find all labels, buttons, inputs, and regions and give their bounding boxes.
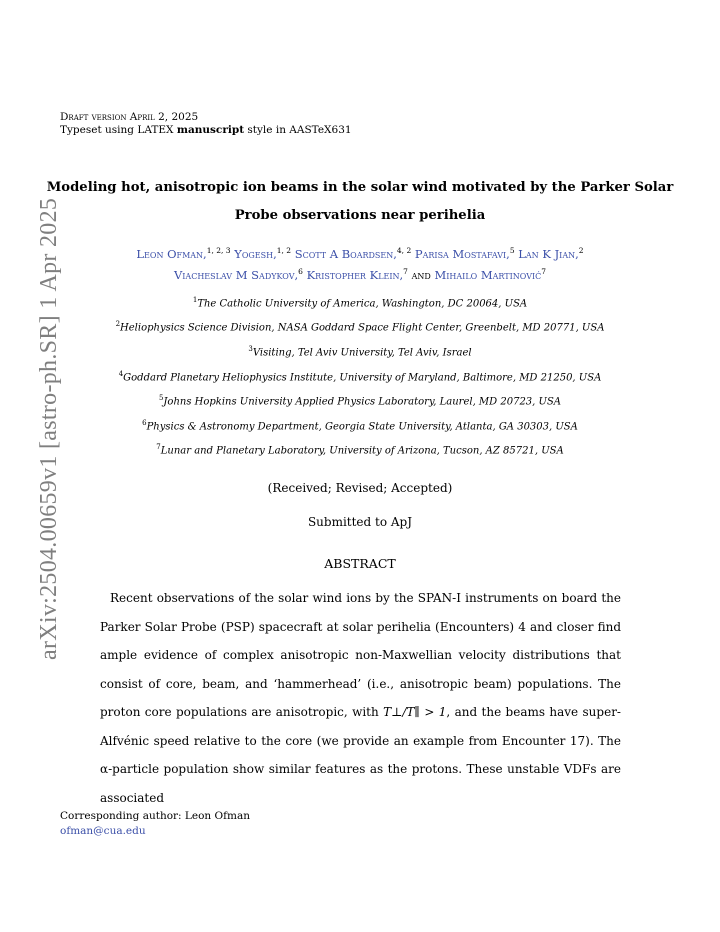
author-affil-ref: 6 xyxy=(298,266,303,276)
author-affil-ref: 5 xyxy=(509,246,515,255)
typeset-bold: manuscript xyxy=(176,124,245,136)
author-name[interactable]: Lan K Jian, xyxy=(518,246,579,261)
and-word: and xyxy=(411,267,431,282)
abstract-text-2: , and the beams have super-Alfvénic speed relative to the core (we provide an example from Encounter 17). The α-particle population show similar features as the protons. These unstable VDFs are associated xyxy=(100,705,621,805)
abstract-body xyxy=(100,584,621,812)
author-email-link[interactable]: ofman@cua.edu xyxy=(60,825,146,837)
affil-text: The Catholic University of America, Washington, DC 20064, USA xyxy=(197,298,528,310)
affil-number: 7 xyxy=(156,443,161,451)
author-name[interactable]: Leon Ofman, xyxy=(136,246,207,261)
author-name[interactable]: Scott A Boardsen, xyxy=(294,246,397,261)
author-affil-ref: 1, 2 xyxy=(276,246,292,255)
affil-number: 5 xyxy=(158,394,164,402)
arxiv-identifier: arXiv:2504.00659v1 [astro-ph.SR] 1 Apr 2025 xyxy=(36,197,62,660)
author-affil-ref: 4, 2 xyxy=(396,246,412,255)
affiliation xyxy=(0,419,720,432)
affiliation xyxy=(0,394,720,407)
affil-text: Lunar and Planetary Laboratory, University of Arizona, Tucson, AZ 85721, USA xyxy=(160,445,564,457)
author-name[interactable]: Yogesh, xyxy=(234,246,277,261)
typeset-line xyxy=(60,124,352,137)
affil-text: Visiting, Tel Aviv University, Tel Aviv, Israel xyxy=(252,347,472,359)
abstract-heading: ABSTRACT xyxy=(324,556,396,571)
affiliation xyxy=(0,370,720,383)
author-affil-ref: 2 xyxy=(578,246,584,255)
affiliation xyxy=(0,345,720,358)
affil-text: Goddard Planetary Heliophysics Institute, University of Maryland, Baltimore, MD 21250, USA xyxy=(123,372,602,384)
affil-text: Physics & Astronomy Department, Georgia State University, Atlanta, GA 30303, USA xyxy=(146,421,578,433)
author-line-2 xyxy=(0,263,720,284)
abstract-paragraph xyxy=(100,584,621,812)
affil-text: Heliophysics Science Division, NASA Goddard Space Flight Center, Greenbelt, MD 20771, USA xyxy=(120,322,605,334)
author-list xyxy=(0,242,720,284)
affil-number: 2 xyxy=(115,320,121,328)
affiliation xyxy=(0,443,720,456)
author-name[interactable]: Kristopher Klein, xyxy=(306,267,404,282)
author-name[interactable]: Viacheslav M Sadykov, xyxy=(173,267,299,282)
affil-number: 6 xyxy=(142,419,147,427)
typeset-suffix: style in AASTeX631 xyxy=(244,124,352,136)
abstract-math: T⊥/T∥ > 1 xyxy=(383,705,447,719)
affiliation xyxy=(0,320,720,333)
author-name[interactable]: Mihailo Martinović xyxy=(434,267,542,282)
author-affil-ref: 7 xyxy=(403,266,408,276)
author-name[interactable]: Parisa Mostafavi, xyxy=(414,246,510,261)
affiliation xyxy=(0,296,720,309)
affil-number: 4 xyxy=(118,370,124,378)
received-line: (Received; Revised; Accepted) xyxy=(267,481,453,495)
author-affil-ref: 7 xyxy=(541,266,547,276)
submitted-line: Submitted to ApJ xyxy=(307,515,413,529)
paper-title-line-2: Probe observations near perihelia xyxy=(234,208,486,223)
author-line-1 xyxy=(0,242,720,263)
typeset-prefix: Typeset using xyxy=(60,124,138,136)
affil-text: Johns Hopkins University Applied Physics Laboratory, Laurel, MD 20723, USA xyxy=(163,396,562,408)
paper-title-line-1: Modeling hot, anisotropic ion beams in the solar wind motivated by the Parker Solar xyxy=(46,180,674,195)
latex-logo: LATEX xyxy=(137,124,174,136)
draft-version: Draft version April 2, 2025 xyxy=(60,111,199,123)
abstract-text-1: Recent observations of the solar wind ions by the SPAN-I instruments on board the Parker Solar Probe (PSP) spacecraft at solar perihelia (Encounters) 4 and closer find ample evidence of complex anisotropic non-Maxwellian velocity distributions that consist of core, beam, and ‘hammerhead’ (i.e., anisotropic beam) populations. The proton core populations are anisotropic, with xyxy=(100,591,621,719)
affil-number: 1 xyxy=(192,296,198,304)
corresponding-author: Corresponding author: Leon Ofman xyxy=(60,810,251,822)
affil-number: 3 xyxy=(248,345,253,353)
author-affil-ref: 1, 2, 3 xyxy=(206,246,231,255)
